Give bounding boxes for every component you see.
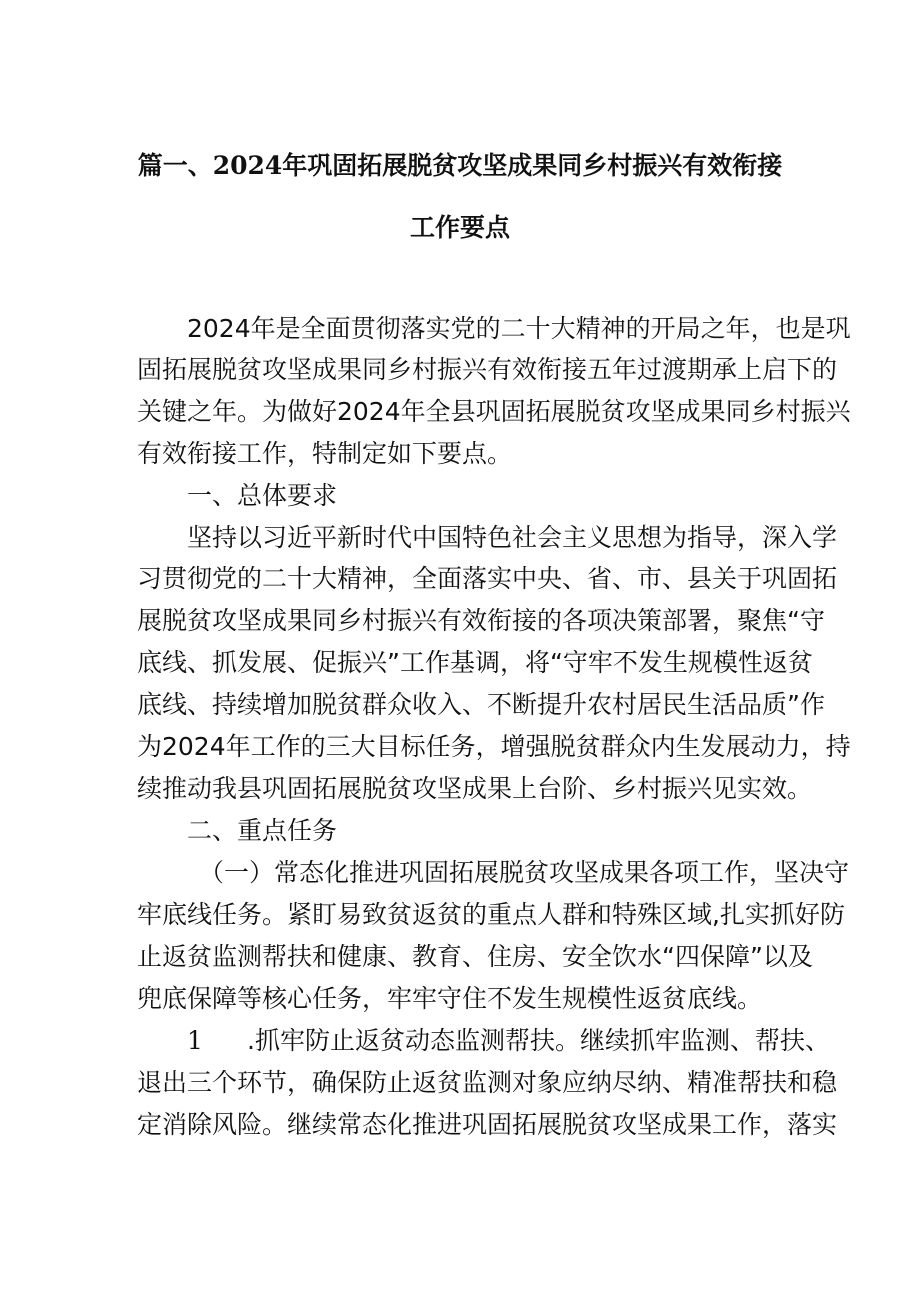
section1-line: 底线、抓发展、促振兴”工作基调，将“守牢不发生规模性返贫 xyxy=(137,648,813,677)
document-title-line-2: 工作要点 xyxy=(409,213,510,242)
section-heading: 二、重点任务 xyxy=(187,816,338,845)
item1-line: 退出三个环节，确保防止返贫监测对象应纳尽纳、精准帮扶和稳 xyxy=(137,1068,838,1097)
item1-line: 定消除风险。继续常态化推进巩固拓展脱贫攻坚成果工作，落实 xyxy=(137,1110,838,1139)
item-number: 1 xyxy=(187,1026,203,1055)
intro-line: 2024年是全面贯彻落实党的二十大精神的开局之年，也是巩 xyxy=(187,314,851,343)
section2-sub1-line: 牢底线任务。紧盯易致贫返贫的重点人群和特殊区域,扎实抓好防 xyxy=(137,900,845,929)
document-title-line-1: 篇一、2024年巩固拓展脱贫攻坚成果同乡村振兴有效衔接 xyxy=(137,151,783,180)
section1-line: 展脱贫攻坚成果同乡村振兴有效衔接的各项决策部署，聚焦“守 xyxy=(137,606,825,635)
section1-line: 底线、持续增加脱贫群众收入、不断提升农村居民生活品质”作 xyxy=(137,690,825,719)
section1-line: 为2024年工作的三大目标任务，增强脱贫群众内生发展动力，持 xyxy=(137,732,851,761)
section2-sub1-line: 兜底保障等核心任务，牢牢守住不发生规模性返贫底线。 xyxy=(137,984,763,1013)
section2-sub1-line: （一）常态化推进巩固拓展脱贫攻坚成果各项工作，坚决守 xyxy=(199,858,850,887)
intro-line: 有效衔接工作，特制定如下要点。 xyxy=(137,439,513,468)
section1-line: 坚持以习近平新时代中国特色社会主义思想为指导，深入学 xyxy=(187,523,838,552)
section1-line: 习贯彻党的二十大精神，全面落实中央、省、市、县关于巩固拓 xyxy=(137,564,838,593)
intro-line: 关键之年。为做好2024年全县巩固拓展脱贫攻坚成果同乡村振兴 xyxy=(137,397,851,426)
numbered-item xyxy=(187,1026,830,1056)
intro-line: 固拓展脱贫攻坚成果同乡村振兴有效衔接五年过渡期承上启下的 xyxy=(137,355,838,384)
item-text: .抓牢防止返贫动态监测帮扶。继续抓牢监测、帮扶、 xyxy=(247,1026,830,1055)
section1-line: 续推动我县巩固拓展脱贫攻坚成果上台阶、乡村振兴见实效。 xyxy=(137,774,813,803)
section2-sub1-line: 止返贫监测帮扶和健康、教育、住房、安全饮水“四保障”以及 xyxy=(137,942,813,971)
section-heading: 一、总体要求 xyxy=(187,481,338,510)
